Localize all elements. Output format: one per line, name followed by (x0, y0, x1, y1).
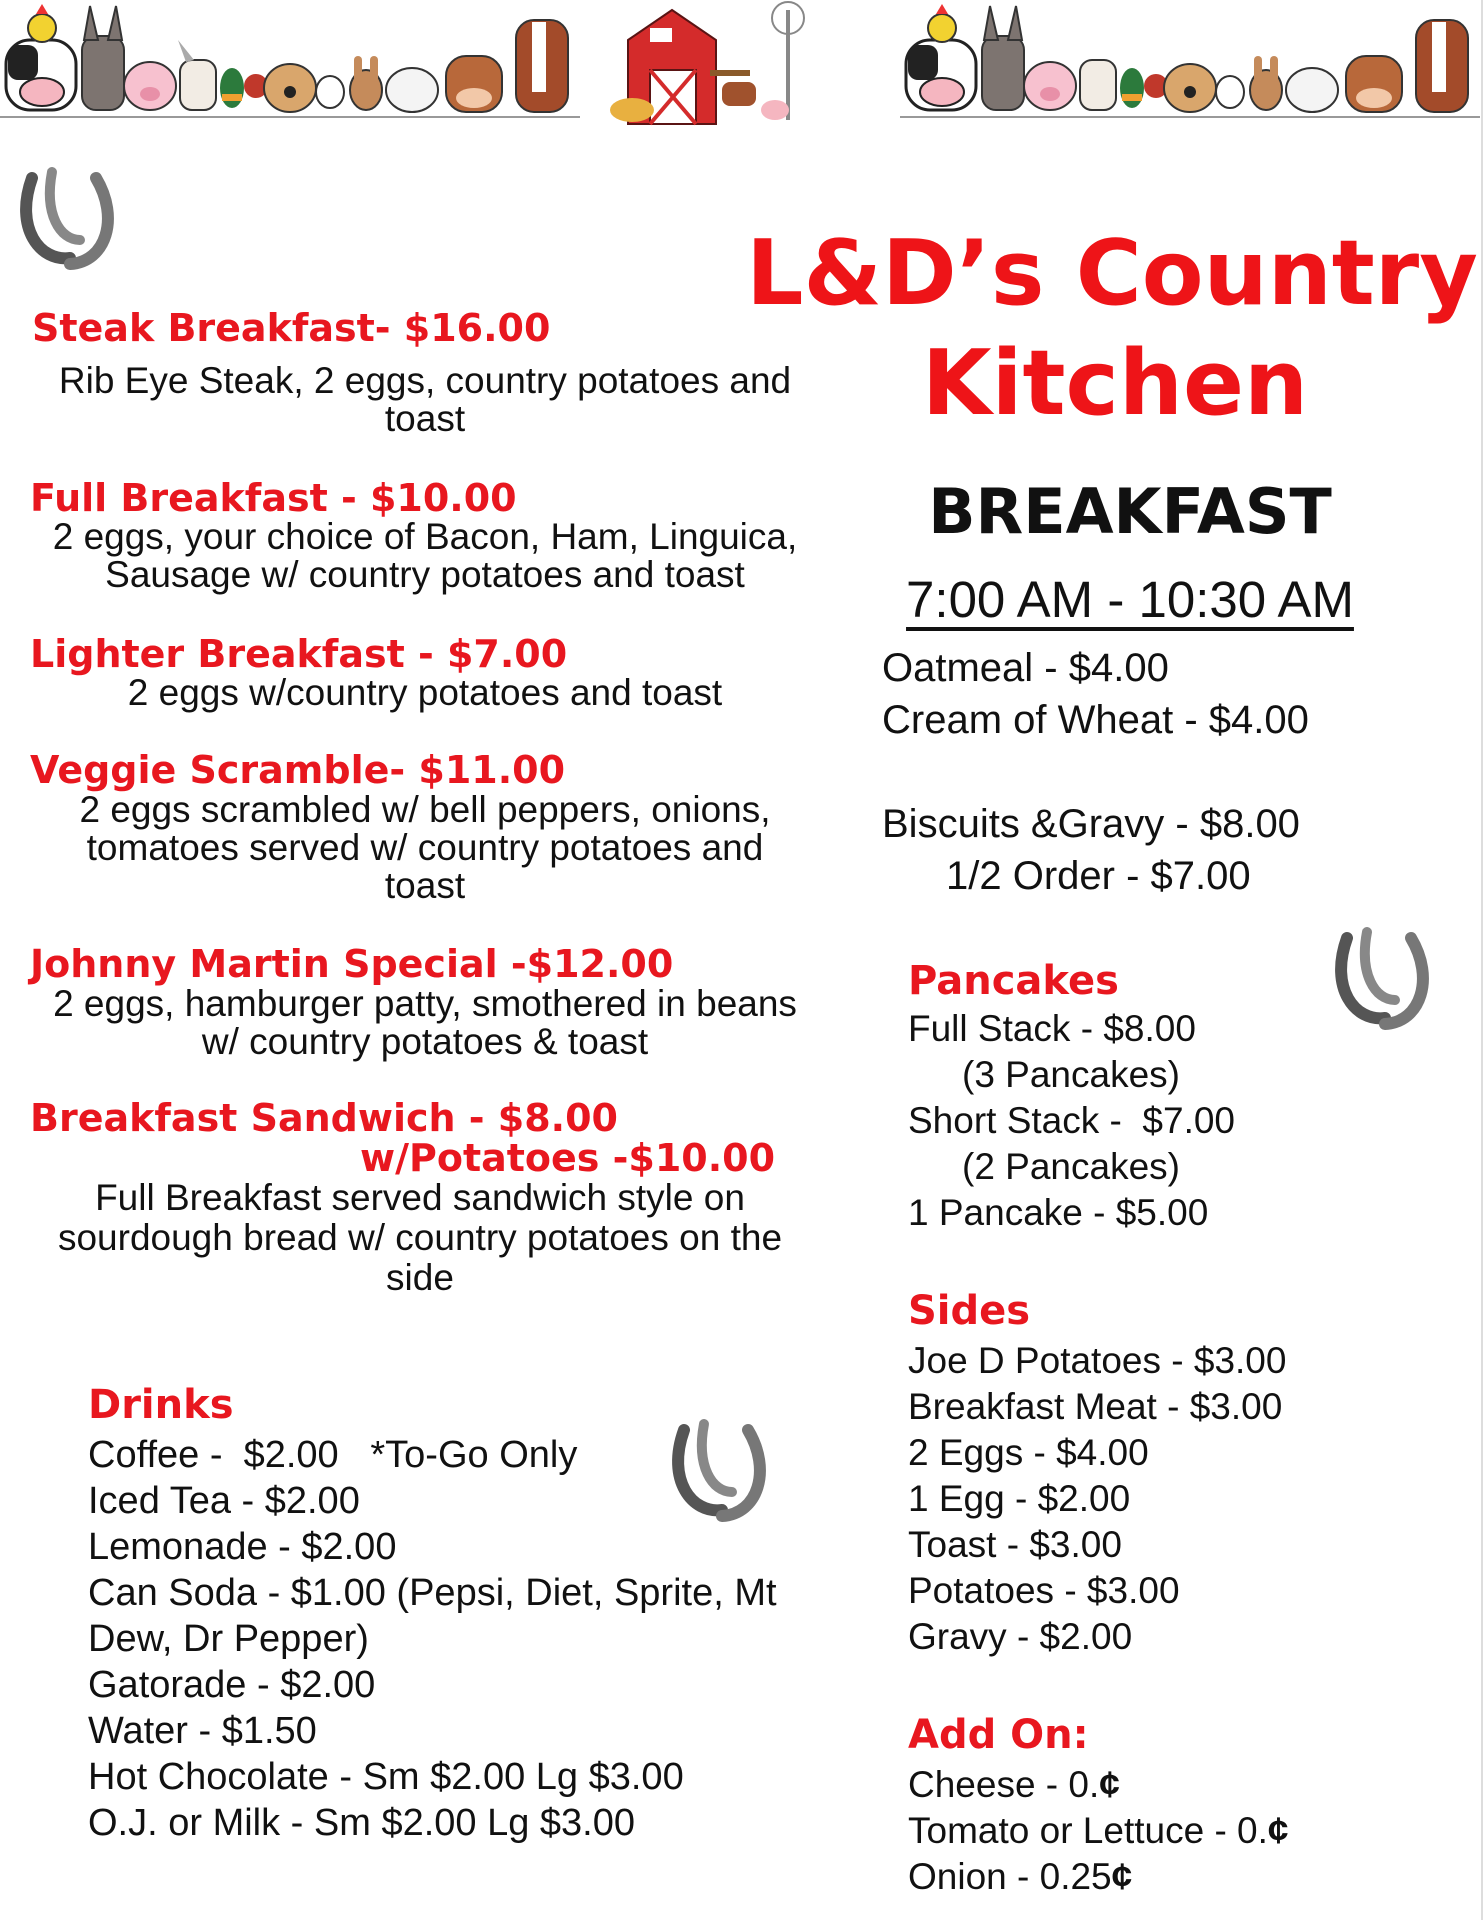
menu-line: Cream of Wheat - $4.00 (882, 698, 1309, 742)
side-item: Joe D Potatoes - $3.00 (908, 1340, 1287, 1381)
menu-item-title: Johnny Martin Special -$12.00 (30, 942, 674, 986)
addon-heading: Add On: (908, 1712, 1089, 1758)
side-item: Toast - $3.00 (908, 1524, 1122, 1565)
cent-symbol: ¢ (1099, 1764, 1120, 1805)
addon-item: Cheese - 0.¢ (908, 1764, 1120, 1805)
drink-item: Iced Tea - $2.00 (88, 1480, 360, 1522)
right-edge-line (1481, 0, 1483, 1920)
drink-item: Hot Chocolate - Sm $2.00 Lg $3.00 (88, 1756, 684, 1798)
menu-item-desc: Full Breakfast served sandwich style on sourdough bread w/ country potatoes on the side (57, 1177, 783, 1298)
pancake-item: (3 Pancakes) (962, 1054, 1180, 1095)
menu-item-title: Veggie Scramble- $11.00 (30, 748, 566, 792)
horseshoe-icon (10, 158, 130, 278)
drink-item: Can Soda - $1.00 (Pepsi, Diet, Sprite, Mt (88, 1572, 777, 1614)
side-item: Gravy - $2.00 (908, 1616, 1133, 1657)
menu-line: Oatmeal - $4.00 (882, 646, 1169, 690)
pancakes-list (908, 1006, 1235, 1236)
drink-item: Dew, Dr Pepper) (88, 1618, 369, 1660)
hours: 7:00 AM - 10:30 AM (906, 571, 1354, 628)
restaurant-title-line1: L&D’s Country (746, 221, 1478, 326)
drinks-heading: Drinks (88, 1382, 234, 1428)
pancakes-heading: Pancakes (908, 958, 1119, 1004)
banner-left-rule (0, 116, 580, 118)
banner-right-rule (900, 116, 1480, 118)
menu-item-desc: 2 eggs scrambled w/ bell peppers, onions, tomatoes served w/ country potatoes and toast (79, 789, 771, 906)
menu-item-title: Breakfast Sandwich - $8.00 (30, 1096, 618, 1140)
drink-item: O.J. or Milk - Sm $2.00 Lg $3.00 (88, 1802, 636, 1844)
side-item: Breakfast Meat - $3.00 (908, 1386, 1283, 1427)
horseshoe-icon (1325, 918, 1445, 1038)
menu-line: 1/2 Order - $7.00 (946, 854, 1251, 898)
restaurant-title-line2: Kitchen (921, 331, 1309, 436)
drink-item: Gatorade - $2.00 (88, 1664, 376, 1706)
drink-item: Water - $1.50 (88, 1710, 317, 1752)
menu-item-title: Lighter Breakfast - $7.00 (30, 632, 568, 676)
menu-item-title-secondary: w/Potatoes -$10.00 (360, 1136, 776, 1180)
menu-item-desc: Rib Eye Steak, 2 eggs, country potatoes and toast (58, 360, 792, 439)
meal-heading: BREAKFAST (928, 475, 1332, 548)
farm-animals-icon (0, 0, 580, 118)
sides-list (908, 1338, 1286, 1660)
addon-item: Tomato or Lettuce - 0.¢ (908, 1810, 1289, 1851)
drink-item: Coffee - $2.00 *To-Go Only (88, 1434, 578, 1476)
side-item: 2 Eggs - $4.00 (908, 1432, 1149, 1473)
biscuits-block (882, 798, 1300, 902)
pancake-item: 1 Pancake - $5.00 (908, 1192, 1209, 1233)
banner-right (900, 0, 1480, 118)
menu-item-desc: 2 eggs, your choice of Bacon, Ham, Linguica, Sausage w/ country potatoes and toast (52, 516, 798, 595)
pancake-item: Short Stack - $7.00 (908, 1100, 1236, 1141)
farm-animals-icon (900, 0, 1480, 118)
side-item: Potatoes - $3.00 (908, 1570, 1180, 1611)
banner-center (610, 0, 850, 118)
drinks-list (88, 1432, 777, 1846)
drink-item: Lemonade - $2.00 (88, 1526, 397, 1568)
side-item: 1 Egg - $2.00 (908, 1478, 1131, 1519)
addon-list (908, 1762, 1288, 1900)
pancake-item: (2 Pancakes) (962, 1146, 1180, 1187)
menu-item-desc: 2 eggs, hamburger patty, smothered in beans w/ country potatoes & toast (53, 983, 797, 1062)
menu-item-title: Full Breakfast - $10.00 (30, 476, 517, 520)
red-barn-icon (610, 0, 850, 130)
menu-item-title: Steak Breakfast- $16.00 (32, 306, 551, 350)
menu-item-desc: 2 eggs w/country potatoes and toast (127, 672, 723, 713)
pancake-item: Full Stack - $8.00 (908, 1008, 1196, 1049)
menu-line: Biscuits &Gravy - $8.00 (882, 802, 1300, 846)
cent-symbol: ¢ (1111, 1856, 1133, 1897)
banner-left (0, 0, 580, 118)
cent-symbol: ¢ (1267, 1810, 1289, 1851)
addon-item: Onion - 0.25¢ (908, 1856, 1133, 1897)
sides-heading: Sides (908, 1288, 1031, 1334)
cereal-list (882, 642, 1309, 746)
